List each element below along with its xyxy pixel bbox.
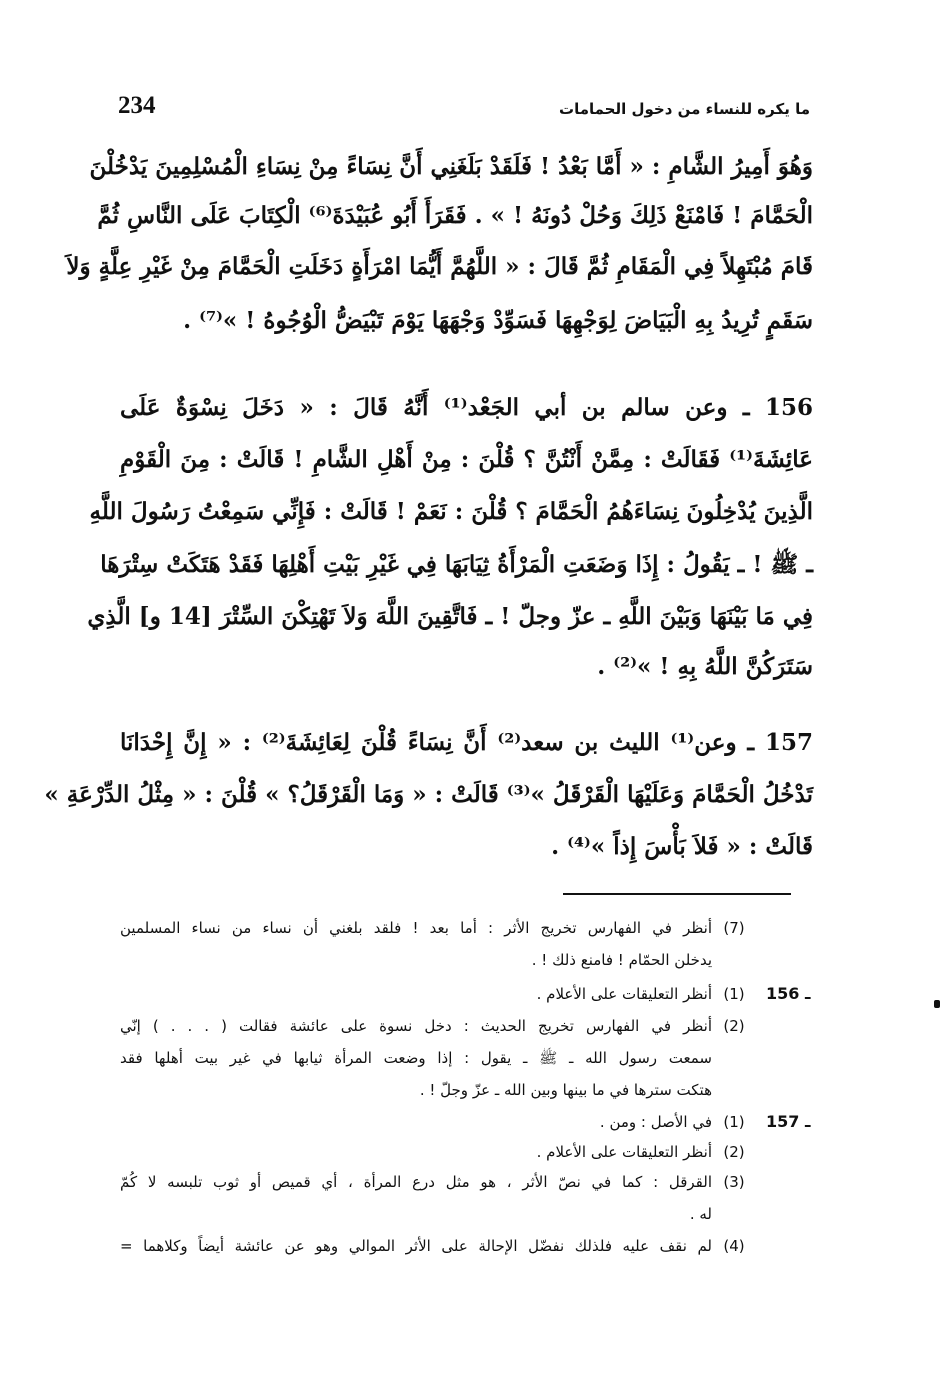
footnote bbox=[120, 1043, 820, 1073]
footnote-separator bbox=[563, 893, 791, 895]
body-line: ـ ﷺ ! ـ يَقُولُ : إِذَا وَضَعَتِ الْمَرْأَةُ ثِيَابَهَا فِي غَيْرِ بَيْتِ أَهْلِهَا فَقَدْ هَتَكَتْ سِتْرَهَا bbox=[100, 551, 813, 578]
footnote-text: سمعت رسول الله ـ ﷺ ـ يقول : إذا وضعت المرأة ثيابها في غير بيت أهلها فقد bbox=[120, 1049, 712, 1067]
footnote-text: أنظر التعليقات على الأعلام . bbox=[536, 1143, 712, 1161]
footnote-marker: (7) bbox=[723, 919, 745, 937]
body-line: سَقَمٍ تُرِيدُ بِهِ الْبَيَاضَ لِوَجْهِهَا فَسَوِّدْ وَجْهَهَا يَوْمَ تَبْيَضُّ الْوُجُوهُ ! »⁽⁷⁾ . bbox=[183, 307, 813, 334]
footnote bbox=[120, 1199, 820, 1229]
body-line: الَّذِينَ يُدْخِلُونَ نِسَاءَهُمُ الْحَمَّامَ ؟ قُلْنَ : نَعَمْ ! قَالَتْ : فَإِنِّي سَمِعْتُ رَسُولَ اللَّهِ bbox=[89, 498, 813, 525]
hadith-157-line: 157 ـ وعن⁽¹⁾ الليث بن سعد⁽²⁾ أَنَّ نِسَاءً قُلْنَ لِعَائِشَةَ⁽²⁾ : « إِنَّ إِحْدَانَا bbox=[120, 729, 813, 756]
footnote bbox=[120, 913, 820, 943]
footnote bbox=[120, 1011, 820, 1041]
hadith-156-line: 156 ـ وعن سالم بن أبي الجَعْد⁽¹⁾ أَنَّهُ قَالَ : « دَخَلَ نِسْوَةٌ عَلَى bbox=[120, 394, 814, 421]
footnote-text: القرقل : كما في نصّ الأثر ، هو مثل درع المرأة ، أي قميص أو ثوب تلبسه لا كُمّ bbox=[120, 1173, 712, 1191]
footnote-text: أنظر في الفهارس تخريج الحديث : دخل نسوة على عائشة فقالت ( . . . ) إنّي bbox=[120, 1017, 712, 1035]
footnote-marker: (3) bbox=[723, 1173, 745, 1191]
footnote bbox=[120, 979, 820, 1009]
footnote-text: في الأصل : ومن . bbox=[599, 1113, 712, 1131]
footnote-text: لم نقف عليه فلذلك نفضّل الإحالة على الأثر الموالي وهو عن عائشة أيضاً وكلاهما = bbox=[120, 1237, 712, 1255]
footnote-text: هتكت سترها في ما بينها وبين الله ـ عزّ وجلّ ! . bbox=[419, 1081, 712, 1099]
margin-speck bbox=[934, 1000, 940, 1008]
body-line: وَهُوَ أَمِيرُ الشَّامِ : « أَمَّا بَعْدُ ! فَلَقَدْ بَلَغَنِي أَنَّ نِسَاءً مِنْ نِسَاءِ الْمُسْلِمِينَ يَدْخُلْنَ bbox=[89, 153, 813, 180]
body-line: قَامَ مُبْتَهِلاً فِي الْمَقَامِ ثُمَّ قَالَ : « اللَّهُمَّ أَيُّمَا امْرَأَةٍ دَخَلَتِ الْحَمَّامَ مِنْ غَيْرِ عِلَّةٍ وَلاَ bbox=[66, 253, 813, 280]
page-number: 234 bbox=[118, 92, 156, 119]
footnote bbox=[120, 1167, 820, 1197]
body-line: عَائِشَةَ⁽¹⁾ فَقَالَتْ : مِمَّنْ أَنْتُنَّ ؟ قُلْنَ : مِنْ أَهْلِ الشَّامِ ! قَالَتْ : مِنَ الْقَوْمِ bbox=[120, 446, 813, 473]
body-line: فِي مَا بَيْنَهَا وَبَيْنَ اللَّهِ ـ عزّ وجلّ ! ـ فَاتَّقِينَ اللَّهَ وَلاَ تَهْتِكْنَ السِّتْرَ [14 و] الَّذِي bbox=[87, 603, 813, 630]
body-line: تَدْخُلُ الْحَمَّامَ وَعَلَيْهَا الْقَرْقَلُ »⁽³⁾ قَالَتْ : « وَمَا الْقَرْقَلُ؟ » قُلْنَ : « مِثْلُ الدِّرْعَةِ » bbox=[44, 781, 813, 808]
body-line: سَتَرَكُنَّ اللَّهُ بِهِ ! »⁽²⁾ . bbox=[597, 653, 813, 680]
footnote-text: له . bbox=[689, 1205, 712, 1223]
footnote-text: أنظر في الفهارس تخريج الأثر : أما بعد ! فلقد بلغني أن نساء من نساء المسلمين bbox=[120, 919, 712, 937]
body-line: الْحَمَّامَ ! فَامْنَعْ ذَلِكَ وَحُلْ دُونَهُ ! » . فَقَرَأَ أَبُو عُبَيْدَةَ⁽⁶⁾ الْكِتَابَ عَلَى النَّاسِ ثُمَّ bbox=[97, 202, 813, 229]
footnote bbox=[120, 1075, 820, 1105]
footnote-marker: (1) bbox=[723, 1113, 745, 1131]
footnote bbox=[120, 1107, 820, 1137]
footnote bbox=[120, 945, 820, 975]
footnote-marker: (1) bbox=[723, 985, 745, 1003]
footnote-group: 157 ـ bbox=[766, 1112, 811, 1131]
body-line: قَالَتْ : « فَلاَ بَأْسَ إِذاً »⁽⁴⁾ . bbox=[551, 833, 813, 860]
footnote-text: يدخلن الحمّام ! فامنع ذلك ! . bbox=[531, 951, 712, 969]
footnote-group: 156 ـ bbox=[766, 984, 811, 1003]
footnote-marker: (4) bbox=[723, 1237, 745, 1255]
running-head: ما يكره للنساء من دخول الحمامات bbox=[559, 100, 810, 118]
footnote bbox=[120, 1231, 820, 1261]
footnote-text: أنظر التعليقات على الأعلام . bbox=[536, 985, 712, 1003]
footnote bbox=[120, 1137, 820, 1167]
footnote-marker: (2) bbox=[723, 1017, 745, 1035]
footnote-marker: (2) bbox=[723, 1143, 745, 1161]
